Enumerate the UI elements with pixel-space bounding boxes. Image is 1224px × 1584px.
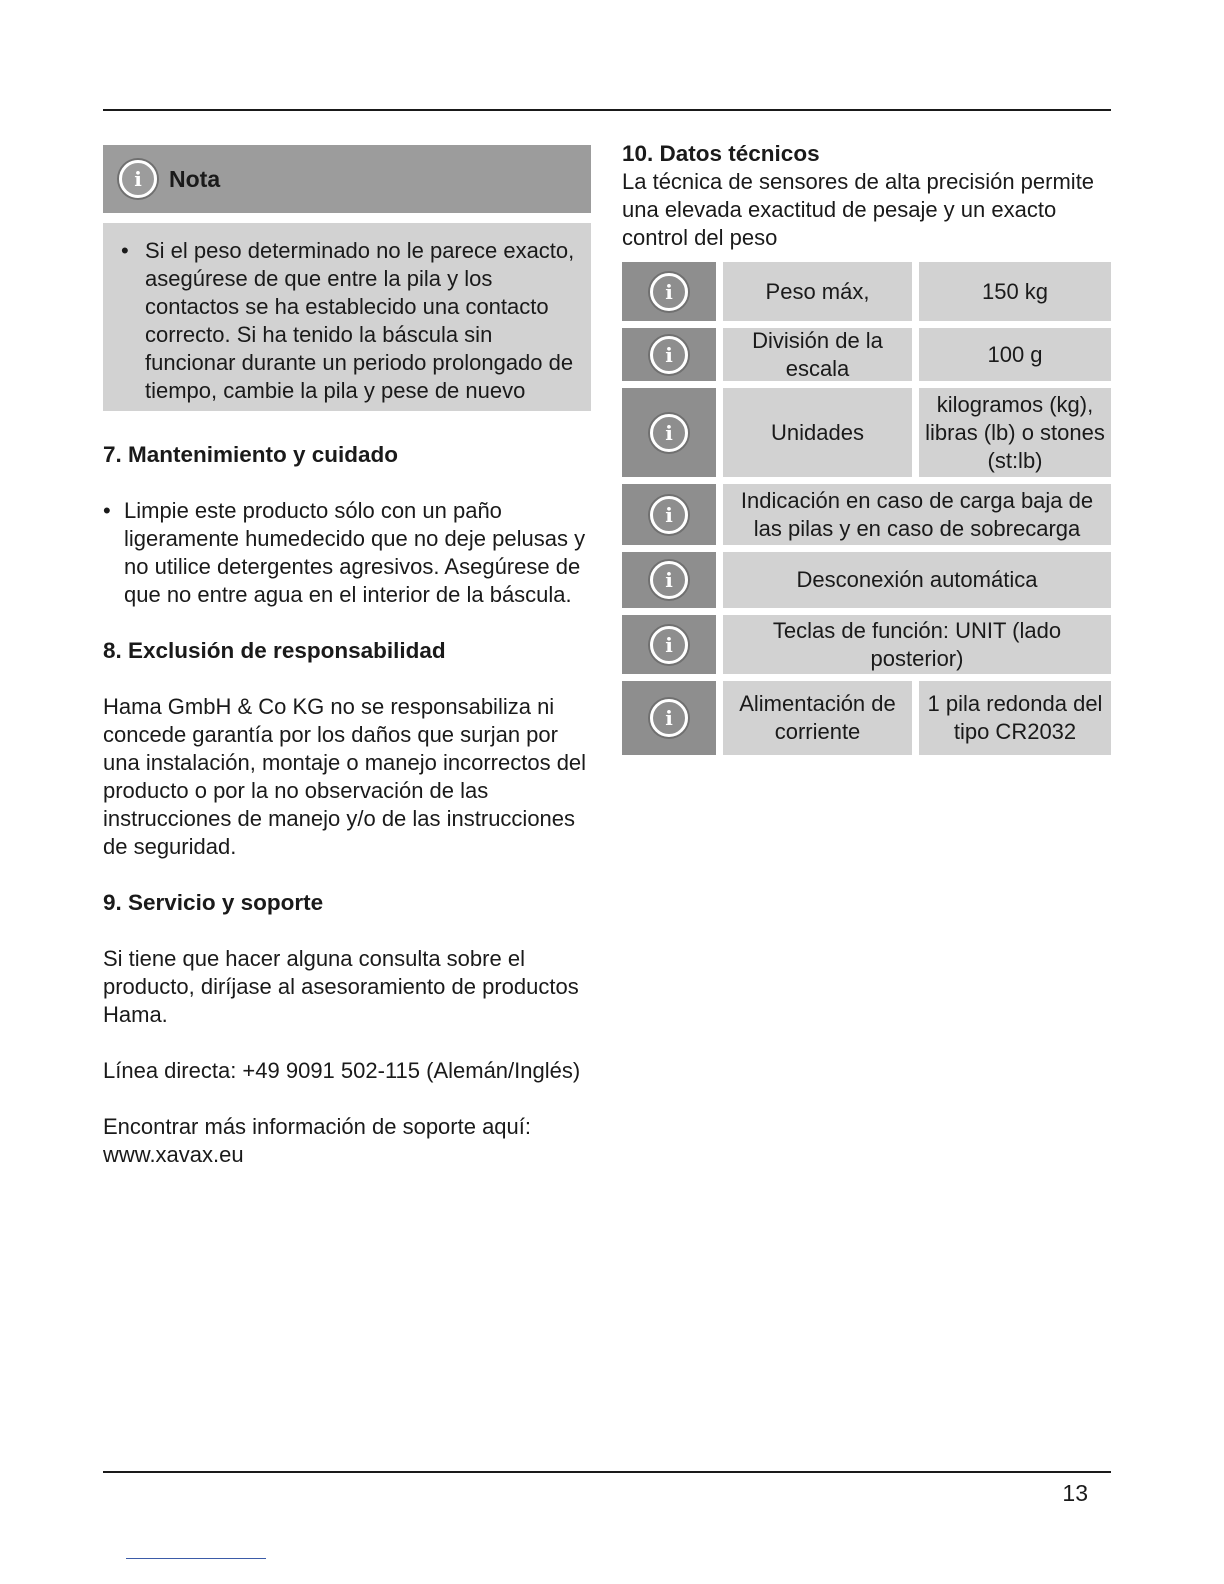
spec-row xyxy=(622,681,1111,755)
spec-icon-cell xyxy=(622,552,716,608)
specs-intro: La técnica de sensores de alta precisión permite una elevada exactitud de pesaje y un exacto control del peso xyxy=(622,169,1095,250)
maintenance-bullet xyxy=(103,497,591,609)
service-heading: 9. Servicio y soporte xyxy=(103,890,324,915)
spec-row xyxy=(622,388,1111,477)
info-icon: i xyxy=(650,336,688,374)
spec-label: Alimentación de corriente xyxy=(723,681,912,755)
page-number: 13 xyxy=(1062,1480,1088,1506)
spec-icon-cell xyxy=(622,615,716,674)
bullet-dot: • xyxy=(103,498,111,523)
spec-value: 150 kg xyxy=(919,262,1111,321)
bullet-dot: • xyxy=(121,238,129,263)
spec-label: Unidades xyxy=(723,388,912,477)
bottom-rule xyxy=(103,1471,1111,1473)
top-rule xyxy=(103,109,1111,111)
spec-icon-cell xyxy=(622,328,716,381)
note-bullet-text: Si el peso determinado no le parece exacto, asegúrese de que entre la pila y los contactos se ha establecido una contacto correcto. Si ha tenido la báscula sin funcionar durante un periodo prolongado de tiempo, cambie la pila y pese de nuevo xyxy=(145,238,575,403)
info-icon: i xyxy=(650,699,688,737)
spec-label: División de la escala xyxy=(723,328,912,381)
spec-row xyxy=(622,552,1111,608)
spec-icon-cell xyxy=(622,388,716,477)
service-text: Si tiene que hacer alguna consulta sobre el producto, diríjase al asesoramiento de productos Hama. xyxy=(103,946,579,1027)
left-column xyxy=(103,145,591,1169)
info-icon: i xyxy=(650,561,688,599)
spec-icon-cell xyxy=(622,681,716,755)
maintenance-text: Limpie este producto sólo con un paño ligeramente humedecido que no deje pelusas y no utilice detergentes agresivos. Asegúrese de que no entre agua en el interior de la báscula. xyxy=(124,498,586,607)
maintenance-heading: 7. Mantenimiento y cuidado xyxy=(103,442,399,467)
spec-row xyxy=(622,328,1111,381)
info-icon: i xyxy=(119,160,157,198)
support-text: Encontrar más información de soporte aquí: www.xavax.eu xyxy=(103,1114,532,1167)
spec-full: Indicación en caso de carga baja de las pilas y en caso de sobrecarga xyxy=(723,484,1111,545)
hotline-text: Línea directa: +49 9091 502-115 (Alemán/Inglés) xyxy=(103,1058,581,1083)
spec-value: 100 g xyxy=(919,328,1111,381)
link-underline xyxy=(126,1558,266,1559)
spec-full: Desconexión automática xyxy=(723,552,1111,608)
right-column xyxy=(622,140,1111,762)
spec-value: 1 pila redonda del tipo CR2032 xyxy=(919,681,1111,755)
note-body xyxy=(103,223,591,411)
note-title: Nota xyxy=(169,165,221,192)
spec-label: Peso máx, xyxy=(723,262,912,321)
spec-row xyxy=(622,262,1111,321)
spec-icon-cell xyxy=(622,484,716,545)
liability-heading: 8. Exclusión de responsabilidad xyxy=(103,638,446,663)
liability-text: Hama GmbH & Co KG no se responsabiliza ni concede garantía por los daños que surjan por una instalación, montaje o manejo incorrectos del producto o por la no observación de las instrucciones de manejo y/o de las instrucciones de seguridad. xyxy=(103,694,587,859)
spec-icon-cell xyxy=(622,262,716,321)
specs-heading: 10. Datos técnicos xyxy=(622,141,820,166)
specs-table xyxy=(622,262,1111,755)
note-header xyxy=(103,145,591,213)
spec-full: Teclas de función: UNIT (lado posterior) xyxy=(723,615,1111,674)
info-icon: i xyxy=(650,273,688,311)
spec-value: kilogramos (kg), libras (lb) o stones (st:lb) xyxy=(919,388,1111,477)
spec-row xyxy=(622,484,1111,545)
info-icon: i xyxy=(650,626,688,664)
info-icon: i xyxy=(650,414,688,452)
spec-row xyxy=(622,615,1111,674)
info-icon: i xyxy=(650,496,688,534)
